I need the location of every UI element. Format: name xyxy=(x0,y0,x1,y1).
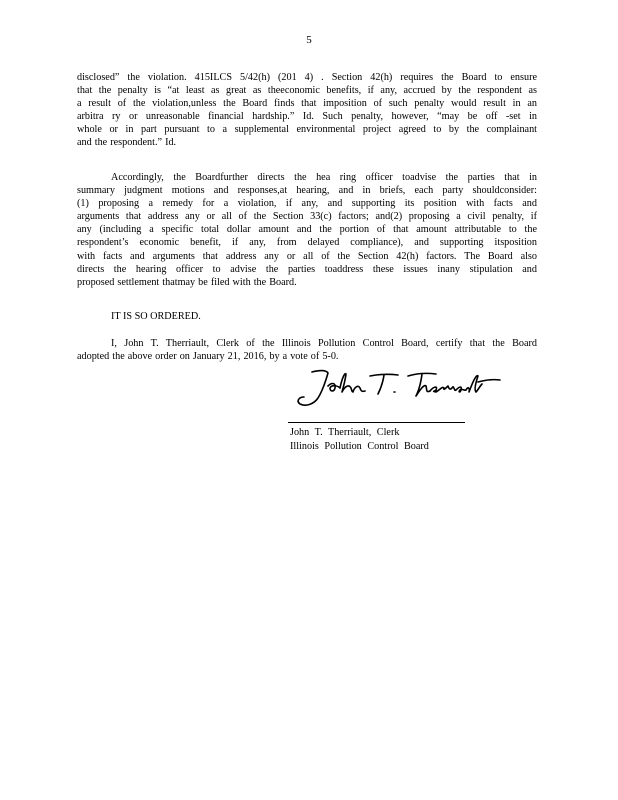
text-line: adopted the above order on January 21, 2016, by a vote of 5-0. xyxy=(77,351,339,363)
text-line: arguments that address any or all of the Section 33(c) factors; and(2) proposing a civil penalty, if xyxy=(77,211,537,223)
text-line: Accordingly, the Boardfurther directs the hea ring officer toadvise the parties that in xyxy=(111,172,537,183)
clerk-signature-block xyxy=(290,426,429,453)
text-line: with facts and arguments that address any or all of the Section 42(h) factors. The Board also xyxy=(77,250,537,262)
text-line: (1) proposing a remedy for a violation, if any, and supporting its position with facts and xyxy=(77,198,537,210)
penalty-paragraph xyxy=(77,71,537,150)
signature-line xyxy=(288,422,465,423)
clerk-name: John T. Therriault, Clerk xyxy=(290,427,400,438)
text-line: that the penalty is “at least as great as theeconomic benefits, if any, accrued by the respondent as xyxy=(77,85,537,97)
certification-paragraph xyxy=(77,337,537,363)
text-line: and the respondent.” Id. xyxy=(77,137,177,149)
handwritten-signature xyxy=(290,364,505,412)
page-number: 5 xyxy=(306,34,312,46)
text-line: any (including a specific total dollar amount and the portion of that amount attributable to the xyxy=(77,224,537,236)
text-line: I, John T. Therriault, Clerk of the Illinois Pollution Control Board, certify that the Board xyxy=(111,338,537,349)
text-line: respondent’s economic benefit, if any, from delayed compliance), and supporting itsposition xyxy=(77,237,537,249)
text-line: summary judgment motions and responses,at hearing, and in briefs, each party shouldconsider: xyxy=(77,185,537,197)
text-line: disclosed” the violation. 415ILCS 5/42(h) (201 4) . Section 42(h) requires the Board to ensure xyxy=(77,72,537,83)
text-line: directs the hearing officer to advise the parties toaddress these issues inany stipulation and xyxy=(77,263,537,275)
order-statement: IT IS SO ORDERED. xyxy=(111,311,201,322)
text-line: proposed settlement thatmay be filed with the Board. xyxy=(77,276,297,288)
text-line: arbitra ry or unreasonable financial hardship.” Id. Such penalty, however, “may be off -set in xyxy=(77,111,537,123)
directions-paragraph xyxy=(77,171,537,289)
text-line: whole or in part pursuant to a supplemental environmental project agreed to by the complainant xyxy=(77,124,537,136)
text-line: a result of the violation,unless the Board finds that imposition of such penalty would result in an xyxy=(77,98,537,110)
clerk-organization: Illinois Pollution Control Board xyxy=(290,440,429,452)
